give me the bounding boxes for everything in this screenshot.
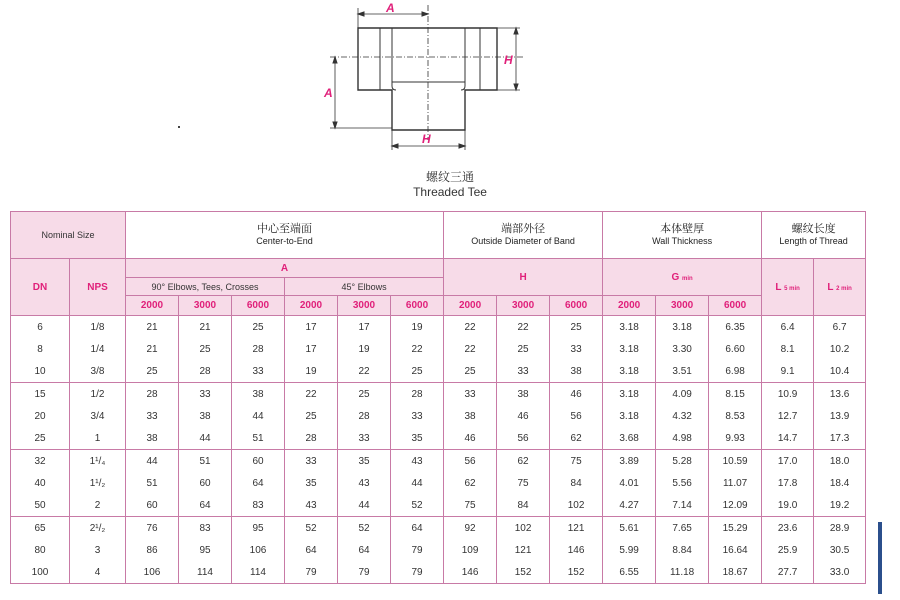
table-cell: 51: [232, 427, 285, 450]
table-cell: 2: [70, 494, 126, 517]
table-cell: 19.2: [814, 494, 866, 517]
table-cell: 5.28: [656, 450, 709, 473]
table-cell: 44: [126, 450, 179, 473]
table-cell: 4.32: [656, 405, 709, 427]
table-cell: 28: [338, 405, 391, 427]
class-header: 6000: [709, 296, 762, 316]
table-cell: 8.53: [709, 405, 762, 427]
dim-h-side: H: [504, 53, 513, 67]
table-cell: 44: [338, 494, 391, 517]
table-cell: 17.8: [762, 472, 814, 494]
table-cell: 33: [497, 360, 550, 383]
threaded-tee-diagram: [320, 0, 550, 150]
table-cell: 6.60: [709, 338, 762, 360]
table-cell: 33: [285, 450, 338, 473]
table-cell: 11.18: [656, 561, 709, 584]
table-cell: 43: [285, 494, 338, 517]
table-cell: 3.18: [603, 405, 656, 427]
table-cell: 17.0: [762, 450, 814, 473]
table-cell: 25: [285, 405, 338, 427]
table-cell: 9.1: [762, 360, 814, 383]
table-cell: 9.93: [709, 427, 762, 450]
table-cell: 5.99: [603, 539, 656, 561]
table-cell: 75: [444, 494, 497, 517]
table-cell: 3.18: [603, 338, 656, 360]
table-cell: 102: [550, 494, 603, 517]
table-cell: 38: [232, 383, 285, 406]
table-cell: 19: [285, 360, 338, 383]
table-cell: 121: [550, 517, 603, 540]
table-cell: 30.5: [814, 539, 866, 561]
table-cell: 62: [444, 472, 497, 494]
table-cell: 14.7: [762, 427, 814, 450]
table-cell: 1¹/₄: [70, 450, 126, 473]
table-cell: 3/4: [70, 405, 126, 427]
table-cell: 4.27: [603, 494, 656, 517]
table-cell: 50: [11, 494, 70, 517]
table-cell: 3.18: [603, 316, 656, 339]
table-cell: 17: [285, 316, 338, 339]
table-cell: 22: [444, 338, 497, 360]
table-cell: 79: [338, 561, 391, 584]
table-row: [11, 517, 866, 540]
table-cell: 38: [497, 383, 550, 406]
table-row: [11, 316, 866, 339]
table-row: [11, 405, 866, 427]
table-cell: 64: [232, 472, 285, 494]
l5-header: L 5 min: [762, 259, 814, 316]
table-cell: 46: [497, 405, 550, 427]
table-cell: 8.15: [709, 383, 762, 406]
dn-header: DN: [11, 259, 70, 316]
table-cell: 10: [11, 360, 70, 383]
table-cell: 33: [232, 360, 285, 383]
class-header: 2000: [126, 296, 179, 316]
table-cell: 33: [126, 405, 179, 427]
table-cell: 25: [550, 316, 603, 339]
class-header: 3000: [497, 296, 550, 316]
table-cell: 12.09: [709, 494, 762, 517]
table-cell: 22: [391, 338, 444, 360]
table-cell: 32: [11, 450, 70, 473]
table-cell: 65: [11, 517, 70, 540]
table-cell: 35: [285, 472, 338, 494]
table-cell: 43: [338, 472, 391, 494]
right-edge-bar: [878, 522, 882, 594]
table-cell: 28: [391, 383, 444, 406]
table-cell: 17.3: [814, 427, 866, 450]
l2-header: L 2 min: [814, 259, 866, 316]
table-cell: 56: [444, 450, 497, 473]
table-cell: 33: [550, 338, 603, 360]
table-cell: 10.9: [762, 383, 814, 406]
table-cell: 6.7: [814, 316, 866, 339]
center-to-end-header: 中心至端面 Center-to-End: [126, 212, 444, 259]
elbows-45-header: 45° Elbows: [285, 278, 444, 296]
table-cell: 106: [126, 561, 179, 584]
table-cell: 92: [444, 517, 497, 540]
table-cell: 33: [338, 427, 391, 450]
table-row: [11, 472, 866, 494]
table-cell: 10.59: [709, 450, 762, 473]
table-cell: 11.07: [709, 472, 762, 494]
table-cell: 25: [391, 360, 444, 383]
table-cell: 8: [11, 338, 70, 360]
table-cell: 121: [497, 539, 550, 561]
table-cell: 46: [444, 427, 497, 450]
table-cell: 6.55: [603, 561, 656, 584]
table-cell: 18.4: [814, 472, 866, 494]
table-cell: 12.7: [762, 405, 814, 427]
table-cell: 52: [391, 494, 444, 517]
table-cell: 1: [70, 427, 126, 450]
table-row: [11, 539, 866, 561]
table-cell: 8.1: [762, 338, 814, 360]
table-cell: 109: [444, 539, 497, 561]
class-header: 6000: [391, 296, 444, 316]
table-cell: 56: [497, 427, 550, 450]
table-cell: 146: [444, 561, 497, 584]
table-cell: 33: [179, 383, 232, 406]
table-cell: 95: [232, 517, 285, 540]
class-header: 2000: [603, 296, 656, 316]
table-cell: 1/8: [70, 316, 126, 339]
table-cell: 17: [285, 338, 338, 360]
table-row: [11, 561, 866, 584]
class-header: 2000: [444, 296, 497, 316]
table-cell: 76: [126, 517, 179, 540]
table-cell: 22: [497, 316, 550, 339]
table-cell: 3.18: [603, 383, 656, 406]
table-cell: 1/2: [70, 383, 126, 406]
table-cell: 28: [285, 427, 338, 450]
table-cell: 52: [285, 517, 338, 540]
table-cell: 3.30: [656, 338, 709, 360]
table-cell: 75: [550, 450, 603, 473]
table-cell: 114: [232, 561, 285, 584]
table-cell: 7.65: [656, 517, 709, 540]
table-cell: 106: [232, 539, 285, 561]
table-cell: 23.6: [762, 517, 814, 540]
table-cell: 4.98: [656, 427, 709, 450]
table-cell: 28: [232, 338, 285, 360]
table-cell: 38: [444, 405, 497, 427]
table-cell: 114: [179, 561, 232, 584]
table-cell: 3.18: [603, 360, 656, 383]
h-header: H: [444, 259, 603, 296]
table-cell: 95: [179, 539, 232, 561]
table-cell: 28: [179, 360, 232, 383]
nominal-size-header: Nominal Size: [11, 212, 126, 259]
table-cell: 4.01: [603, 472, 656, 494]
table-cell: 21: [126, 316, 179, 339]
outside-diameter-header: 端部外径 Outside Diameter of Band: [444, 212, 603, 259]
table-cell: 146: [550, 539, 603, 561]
table-cell: 1¹/₂: [70, 472, 126, 494]
table-cell: 5.56: [656, 472, 709, 494]
table-cell: 79: [391, 539, 444, 561]
class-header: 6000: [232, 296, 285, 316]
table-cell: 64: [338, 539, 391, 561]
table-cell: 64: [391, 517, 444, 540]
table-cell: 102: [497, 517, 550, 540]
class-header: 3000: [179, 296, 232, 316]
table-cell: 8.84: [656, 539, 709, 561]
class-header: 3000: [338, 296, 391, 316]
table-cell: 51: [126, 472, 179, 494]
table-cell: 44: [391, 472, 444, 494]
table-cell: 25: [126, 360, 179, 383]
table-cell: 79: [285, 561, 338, 584]
stray-dot: [178, 126, 180, 128]
caption-chinese: 螺纹三通: [425, 170, 474, 184]
table-cell: 75: [497, 472, 550, 494]
table-cell: 22: [444, 316, 497, 339]
g-header: G min: [603, 259, 762, 296]
table-row: [11, 383, 866, 406]
table-cell: 13.6: [814, 383, 866, 406]
table-cell: 3.18: [656, 316, 709, 339]
table-cell: 84: [550, 472, 603, 494]
table-row: [11, 360, 866, 383]
wall-thickness-header: 本体壁厚 Wall Thickness: [603, 212, 762, 259]
table-cell: 25: [338, 383, 391, 406]
table-cell: 3.68: [603, 427, 656, 450]
table-cell: 25: [11, 427, 70, 450]
table-cell: 25.9: [762, 539, 814, 561]
table-cell: 80: [11, 539, 70, 561]
table-cell: 6.98: [709, 360, 762, 383]
table-cell: 33: [444, 383, 497, 406]
table-cell: 16.64: [709, 539, 762, 561]
table-cell: 5.61: [603, 517, 656, 540]
table-cell: 19: [391, 316, 444, 339]
table-cell: 4.09: [656, 383, 709, 406]
table-cell: 3/8: [70, 360, 126, 383]
dimensions-table: [10, 211, 866, 584]
table-row: [11, 338, 866, 360]
table-cell: 25: [179, 338, 232, 360]
table-cell: 40: [11, 472, 70, 494]
table-cell: 17: [338, 316, 391, 339]
table-body: [11, 316, 866, 584]
dim-h-bottom: H: [422, 132, 431, 146]
table-cell: 83: [179, 517, 232, 540]
table-cell: 25: [444, 360, 497, 383]
table-cell: 1/4: [70, 338, 126, 360]
class-header: 6000: [550, 296, 603, 316]
table-cell: 20: [11, 405, 70, 427]
table-cell: 19: [338, 338, 391, 360]
table-cell: 4: [70, 561, 126, 584]
table-cell: 18.67: [709, 561, 762, 584]
table-cell: 22: [338, 360, 391, 383]
table-row: [11, 450, 866, 473]
dim-a-top: A: [386, 1, 395, 15]
table-cell: 60: [232, 450, 285, 473]
a-header: A: [126, 259, 444, 278]
table-cell: 44: [232, 405, 285, 427]
table-row: [11, 427, 866, 450]
table-cell: 52: [338, 517, 391, 540]
table-cell: 25: [497, 338, 550, 360]
table-cell: 15: [11, 383, 70, 406]
table-cell: 6.4: [762, 316, 814, 339]
table-cell: 152: [550, 561, 603, 584]
table-cell: 86: [126, 539, 179, 561]
table-cell: 35: [391, 427, 444, 450]
table-cell: 13.9: [814, 405, 866, 427]
table-cell: 79: [391, 561, 444, 584]
thread-length-header: 螺纹长度 Length of Thread: [762, 212, 866, 259]
table-cell: 21: [179, 316, 232, 339]
table-cell: 2¹/₂: [70, 517, 126, 540]
elbows-90-header: 90° Elbows, Tees, Crosses: [126, 278, 285, 296]
table-cell: 27.7: [762, 561, 814, 584]
table-cell: 84: [497, 494, 550, 517]
table-cell: 28.9: [814, 517, 866, 540]
table-cell: 21: [126, 338, 179, 360]
table-cell: 62: [497, 450, 550, 473]
table-row: [11, 494, 866, 517]
table-cell: 60: [179, 472, 232, 494]
table-cell: 64: [285, 539, 338, 561]
table-cell: 56: [550, 405, 603, 427]
table-cell: 15.29: [709, 517, 762, 540]
table-cell: 60: [126, 494, 179, 517]
class-header: 3000: [656, 296, 709, 316]
table-cell: 44: [179, 427, 232, 450]
table-cell: 3.51: [656, 360, 709, 383]
table-cell: 33.0: [814, 561, 866, 584]
table-cell: 3.89: [603, 450, 656, 473]
table-cell: 83: [232, 494, 285, 517]
table-cell: 46: [550, 383, 603, 406]
table-cell: 25: [232, 316, 285, 339]
table-cell: 38: [179, 405, 232, 427]
table-cell: 10.4: [814, 360, 866, 383]
table-cell: 100: [11, 561, 70, 584]
table-cell: 18.0: [814, 450, 866, 473]
nps-header: NPS: [70, 259, 126, 316]
dim-a-side: A: [324, 86, 333, 100]
table-cell: 10.2: [814, 338, 866, 360]
table-cell: 64: [179, 494, 232, 517]
table-cell: 43: [391, 450, 444, 473]
table-cell: 51: [179, 450, 232, 473]
table-cell: 19.0: [762, 494, 814, 517]
table-cell: 6: [11, 316, 70, 339]
table-cell: 6.35: [709, 316, 762, 339]
table-cell: 62: [550, 427, 603, 450]
caption-english: Threaded Tee: [413, 185, 487, 199]
table-cell: 35: [338, 450, 391, 473]
table-cell: 22: [285, 383, 338, 406]
table-cell: 7.14: [656, 494, 709, 517]
table-cell: 28: [126, 383, 179, 406]
class-header: 2000: [285, 296, 338, 316]
table-cell: 38: [126, 427, 179, 450]
table-cell: 38: [550, 360, 603, 383]
table-cell: 33: [391, 405, 444, 427]
table-cell: 3: [70, 539, 126, 561]
table-cell: 152: [497, 561, 550, 584]
